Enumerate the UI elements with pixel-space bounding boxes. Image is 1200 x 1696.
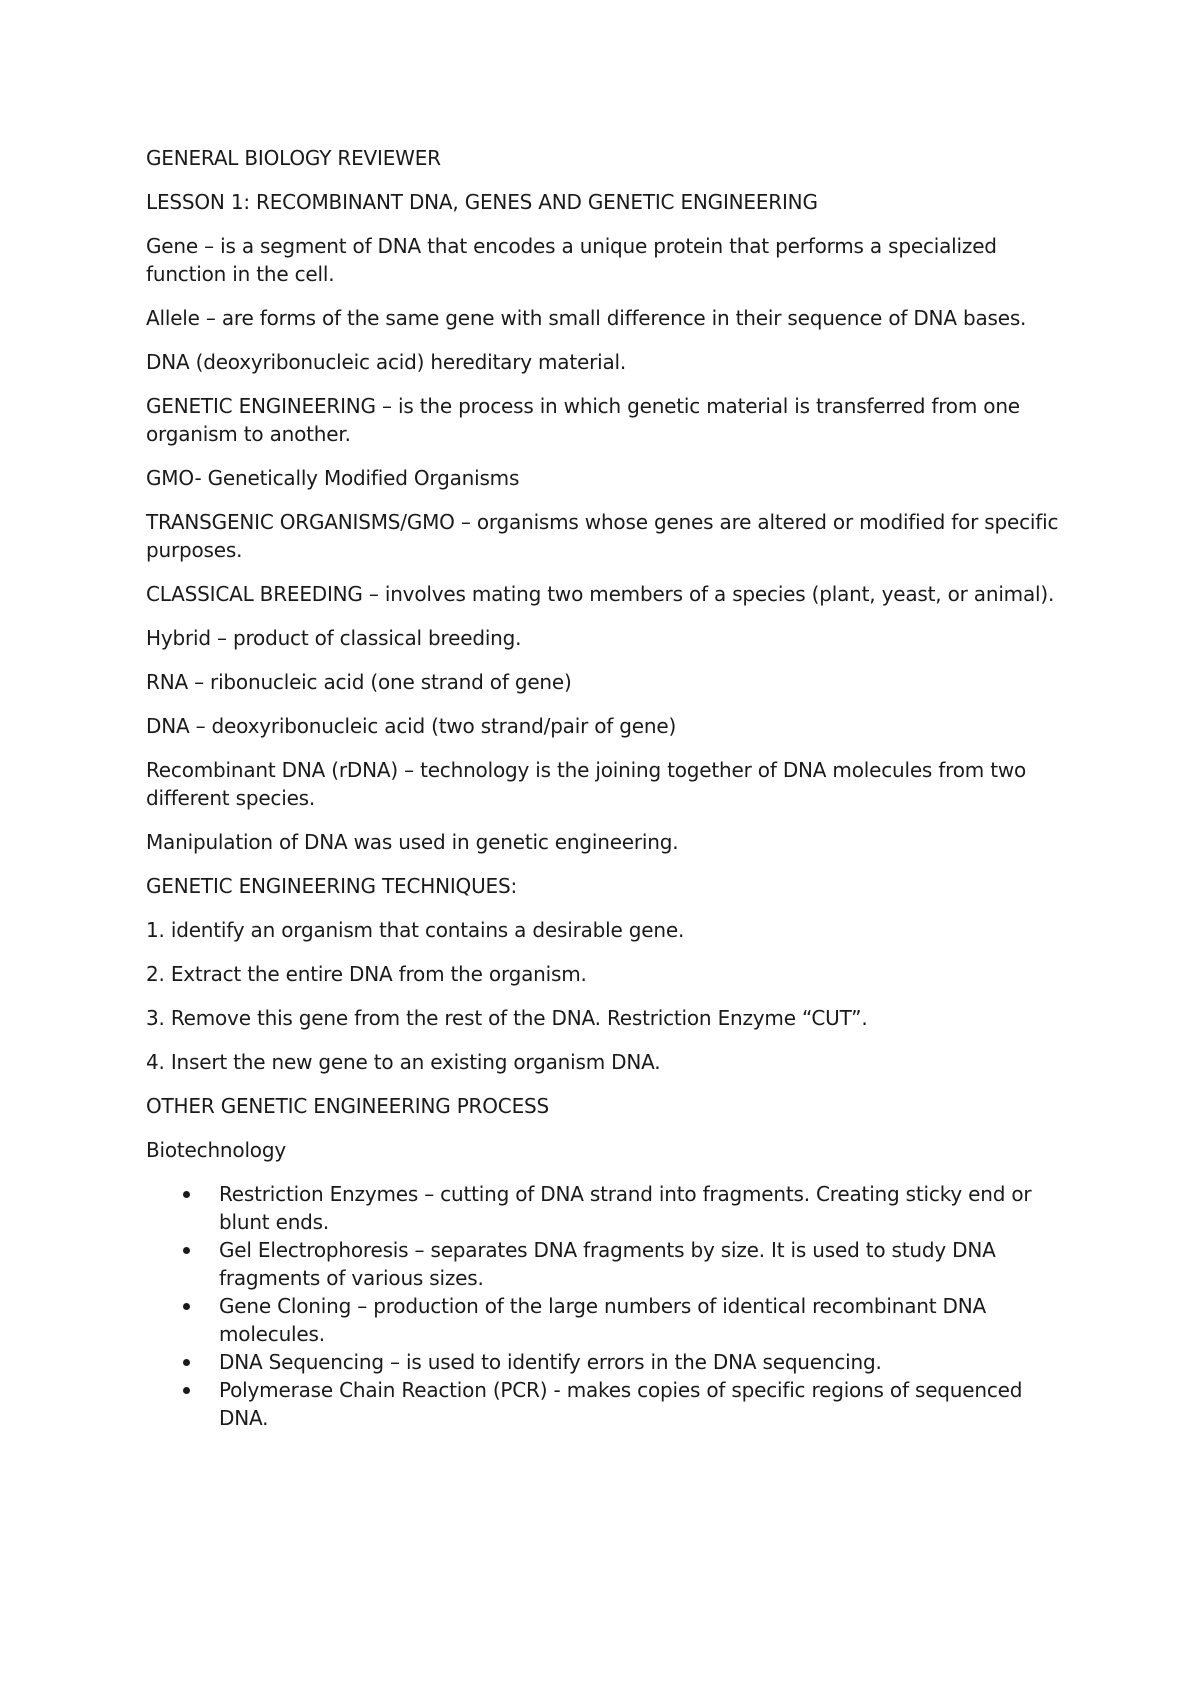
definition-recombinant-dna: Recombinant DNA (rDNA) – technology is the joining together of DNA molecules from two different species.: [146, 758, 1027, 810]
biotechnology-list: [146, 1180, 1076, 1432]
definition-dna-strands: DNA – deoxyribonucleic acid (two strand/pair of gene): [146, 714, 677, 738]
document-body: [146, 144, 1076, 1432]
bullet-icon: [183, 1303, 190, 1310]
manipulation-note: Manipulation of DNA was used in genetic engineering.: [146, 830, 679, 854]
technique-step-3: 3. Remove this gene from the rest of the DNA. Restriction Enzyme “CUT”.: [146, 1006, 868, 1030]
list-item: [146, 1292, 1076, 1348]
bullet-icon: [183, 1247, 190, 1254]
list-item: [146, 1376, 1076, 1432]
definition-gene: Gene – is a segment of DNA that encodes a unique protein that performs a specialized function in the cell.: [146, 234, 997, 286]
list-item: [146, 1180, 1076, 1236]
list-item-text: DNA Sequencing – is used to identify errors in the DNA sequencing.: [219, 1350, 882, 1374]
technique-step-1: 1. identify an organism that contains a desirable gene.: [146, 918, 685, 942]
definition-classical-breeding: CLASSICAL BREEDING – involves mating two members of a species (plant, yeast, or animal).: [146, 582, 1055, 606]
definition-genetic-engineering: GENETIC ENGINEERING – is the process in which genetic material is transferred from one organism to another.: [146, 394, 1020, 446]
process-heading: OTHER GENETIC ENGINEERING PROCESS: [146, 1094, 549, 1118]
bullet-icon: [183, 1387, 190, 1394]
list-item: [146, 1348, 1076, 1376]
list-item-text: Gel Electrophoresis – separates DNA fragments by size. It is used to study DNA fragments of various sizes.: [219, 1238, 996, 1290]
list-item: [146, 1236, 1076, 1292]
document-title: GENERAL BIOLOGY REVIEWER: [146, 146, 441, 170]
definition-hybrid: Hybrid – product of classical breeding.: [146, 626, 522, 650]
lesson-heading: LESSON 1: RECOMBINANT DNA, GENES AND GENETIC ENGINEERING: [146, 190, 818, 214]
definition-dna: DNA (deoxyribonucleic acid) hereditary material.: [146, 350, 627, 374]
list-item-text: Polymerase Chain Reaction (PCR) - makes copies of specific regions of sequenced DNA.: [219, 1378, 1023, 1430]
bullet-icon: [183, 1191, 190, 1198]
technique-step-4: 4. Insert the new gene to an existing organism DNA.: [146, 1050, 661, 1074]
definition-gmo: GMO- Genetically Modified Organisms: [146, 466, 520, 490]
biotechnology-heading: Biotechnology: [146, 1138, 286, 1162]
definition-transgenic-organisms: TRANSGENIC ORGANISMS/GMO – organisms whose genes are altered or modified for specific purposes.: [146, 510, 1059, 562]
technique-step-2: 2. Extract the entire DNA from the organism.: [146, 962, 587, 986]
bullet-icon: [183, 1359, 190, 1366]
list-item-text: Gene Cloning – production of the large numbers of identical recombinant DNA molecules.: [219, 1294, 986, 1346]
definition-rna: RNA – ribonucleic acid (one strand of gene): [146, 670, 572, 694]
techniques-heading: GENETIC ENGINEERING TECHNIQUES:: [146, 874, 517, 898]
list-item-text: Restriction Enzymes – cutting of DNA strand into fragments. Creating sticky end or blunt ends.: [219, 1182, 1032, 1234]
definition-allele: Allele – are forms of the same gene with small difference in their sequence of DNA bases.: [146, 306, 1027, 330]
